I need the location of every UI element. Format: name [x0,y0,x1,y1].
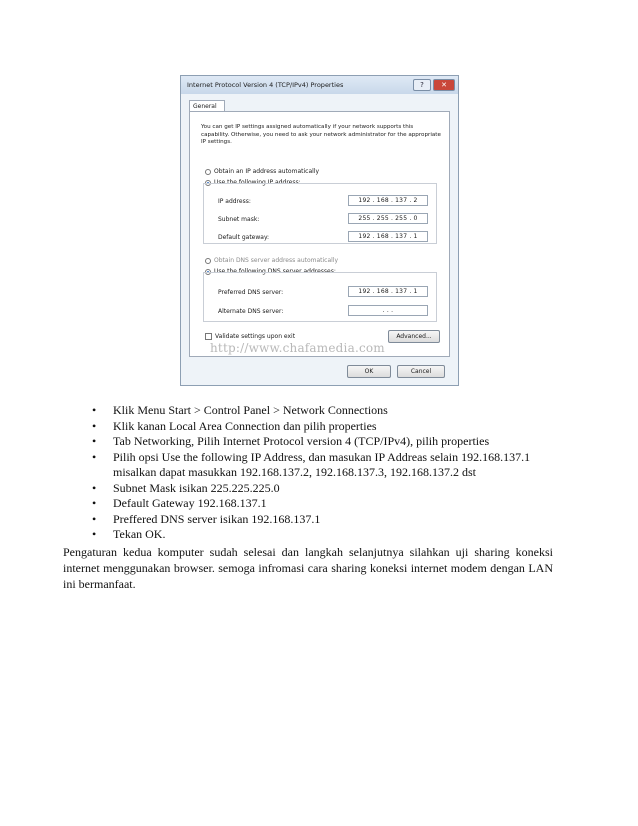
subnet-mask-label: Subnet mask: [218,216,260,223]
general-panel [189,111,450,357]
list-item: • Pilih opsi Use the following IP Address, dan masukan IP Addreas selain 192.168.137.1 misalkan dapat masukkan 192.168.137.2, 192.168.137.3, 192.168.137.2 dst [92,450,562,481]
radio-manual-dns-label: Use the following DNS server addresses: [214,268,336,275]
ok-button: OK [347,365,391,378]
list-item: • Klik Menu Start > Control Panel > Network Connections [92,403,562,419]
list-item: • Tab Networking, Pilih Internet Protocol version 4 (TCP/IPv4), pilih properties [92,434,562,450]
alternate-dns-field: . . . [348,305,428,316]
validate-settings-checkbox [205,333,295,340]
list-item: • Subnet Mask isikan 225.225.225.0 [92,481,562,497]
steps-list [92,403,562,543]
dns-settings-group [203,272,437,322]
ip-address-field: 192 . 168 . 137 . 2 [348,195,428,206]
radio-auto-ip-label: Obtain an IP address automatically [214,168,320,175]
ip-settings-group [203,183,437,244]
preferred-dns-label: Preferred DNS server: [218,289,284,296]
close-icon: ✕ [433,79,455,91]
advanced-button: Advanced... [388,330,440,343]
default-gateway-field: 192 . 168 . 137 . 1 [348,231,428,242]
radio-obtain-dns-auto [205,257,338,264]
list-item: • Tekan OK. [92,527,562,543]
radio-auto-dns-label: Obtain DNS server address automatically [214,257,339,264]
list-item: • Klik kanan Local Area Connection dan pilih properties [92,419,562,435]
dialog-title: Internet Protocol Version 4 (TCP/IPv4) Properties [187,81,344,89]
default-gateway-label: Default gateway: [218,234,270,241]
watermark-text: http://www.chafamedia.com [210,341,385,355]
ip-address-label: IP address: [218,198,251,205]
list-item: • Preffered DNS server isikan 192.168.137.1 [92,512,562,528]
closing-paragraph: Pengaturan kedua komputer sudah selesai dan langkah selanjutnya silahkan uji sharing koneksi internet menggunakan browser. semoga infromasi cara sharing koneksi internet modem dengan LAN ini bermanfaat. [63,545,553,591]
tab-general: General [189,100,225,112]
validate-settings-label: Validate settings upon exit [215,333,296,340]
dialog-titlebar [181,76,458,94]
help-icon: ? [413,79,431,91]
checkbox-icon [205,333,212,340]
cancel-button: Cancel [397,365,445,378]
tcpipv4-properties-dialog-image [180,75,459,386]
list-item: • Default Gateway 192.168.137.1 [92,496,562,512]
preferred-dns-field: 192 . 168 . 137 . 1 [348,286,428,297]
alternate-dns-label: Alternate DNS server: [218,308,284,315]
radio-circle-icon [205,258,211,264]
radio-manual-ip-label: Use the following IP address: [214,179,301,186]
radio-circle-icon [205,169,211,175]
dialog-description: You can get IP settings assigned automatically if your network supports this capability. Otherwise, you need to ask your network administrator for the appropriate IP settings. [201,124,441,145]
subnet-mask-field: 255 . 255 . 255 . 0 [348,213,428,224]
radio-obtain-ip-auto [205,168,319,175]
